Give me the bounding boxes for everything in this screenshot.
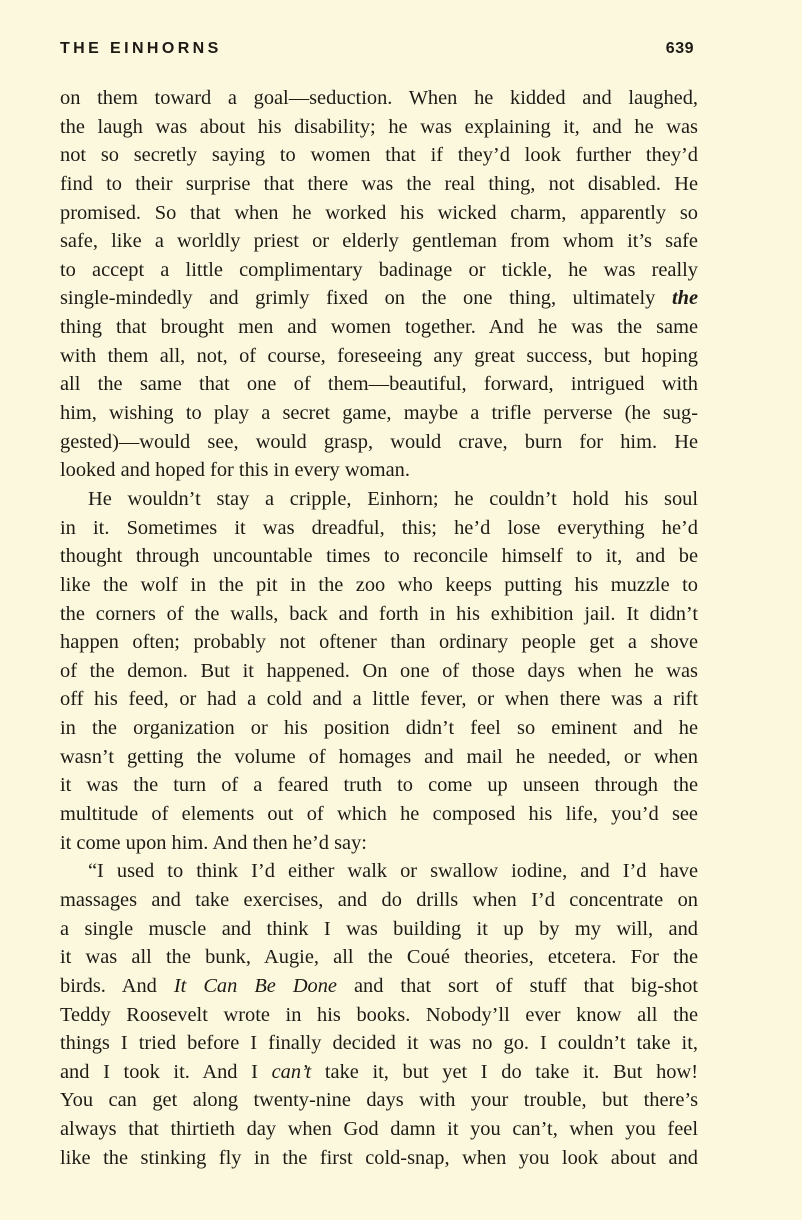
text-line: [60, 428, 698, 457]
page-number: 639: [665, 40, 694, 57]
text-line: [60, 256, 698, 285]
text-line: [60, 1144, 698, 1173]
line-text: it was the turn of a feared truth to come up unseen through the: [60, 774, 698, 797]
line-text: thing that brought men and women together. And he was the same: [60, 316, 698, 339]
line-text: on them toward a goal—seduction. When he kidded and laughed,: [60, 87, 698, 109]
text-line: [60, 514, 698, 543]
line-text: things I tried before I finally decided it was no go. I couldn’t take it,: [60, 1032, 698, 1055]
text-line: [60, 113, 698, 142]
text-line: [60, 685, 698, 714]
line-text: like the stinking fly in the first cold-snap, when you look about and: [60, 1146, 698, 1169]
line-text: it come upon him. And then he’d say:: [60, 831, 367, 854]
line-text: him, wishing to play a secret game, maybe a trifle perverse (he sug-: [60, 402, 698, 425]
line-text: in the organization or his position didn’t feel so eminent and he: [60, 717, 698, 740]
line-text: it was all the bunk, Augie, all the Coué theories, etcetera. For the: [60, 946, 698, 969]
line-text: with them all, not, of course, foreseeing any great success, but hoping: [60, 344, 698, 367]
text-line: [60, 313, 698, 342]
line-text: off his feed, or had a cold and a little fever, or when there was a rift: [60, 688, 698, 711]
line-text: all the same that one of them—beautiful, forward, intrigued with: [60, 373, 698, 396]
line-text: Teddy Roosevelt wrote in his books. Nobody’ll ever know all the: [60, 1003, 698, 1026]
line-text: happen often; probably not oftener than ordinary people get a shove: [60, 631, 698, 654]
text-line: [60, 456, 698, 485]
text-line: [60, 915, 698, 944]
line-text: single-mindedly and grimly fixed on the one thing, ultimately: [60, 287, 672, 310]
text-line: [60, 542, 698, 571]
text-line: [60, 571, 698, 600]
text-line: [60, 342, 698, 371]
line-text: of the demon. But it happened. On one of those days when he was: [60, 659, 698, 682]
line-text: like the wolf in the pit in the zoo who keeps putting his muzzle to: [60, 573, 698, 596]
text-line: [60, 227, 698, 256]
text-line: [60, 1029, 698, 1058]
paragraph: [60, 857, 698, 1172]
text-line: [60, 943, 698, 972]
line-text: looked and hoped for this in every woman.: [60, 459, 410, 482]
line-text: find to their surprise that there was the real thing, not disabled. He: [60, 172, 698, 195]
text-line: [60, 1001, 698, 1030]
text-line: [60, 657, 698, 686]
text-line: [60, 284, 698, 313]
text-line: [60, 141, 698, 170]
text-line: [60, 771, 698, 800]
text-line: [60, 743, 698, 772]
text-line: [60, 972, 698, 1001]
text-line: [60, 829, 698, 858]
text-line: [60, 399, 698, 428]
text-line: [60, 600, 698, 629]
italic-text: can’t: [271, 1060, 312, 1083]
line-text: promised. So that when he worked his wicked charm, apparently so: [60, 201, 698, 224]
text-line: [60, 1115, 698, 1144]
text-line: [60, 800, 698, 829]
text-line: [60, 370, 698, 399]
running-head: [60, 40, 694, 64]
line-text: wasn’t getting the volume of homages and mail he needed, or when: [60, 745, 698, 768]
line-text: not so secretly saying to women that if they’d look further they’d: [60, 144, 698, 167]
text-line: [60, 1058, 698, 1087]
line-text: safe, like a worldly priest or elderly gentleman from whom it’s safe: [60, 230, 698, 253]
line-text-after: and that sort of stuff that big-shot: [337, 974, 698, 997]
text-line: [60, 857, 698, 886]
text-line: [60, 84, 698, 113]
text-line: [60, 886, 698, 915]
italic-text: It Can Be Done: [173, 974, 337, 997]
line-text: always that thirtieth day when God damn it you can’t, when you feel: [60, 1118, 698, 1141]
italic-text: the: [671, 287, 698, 310]
text-line: [60, 628, 698, 657]
line-text: He wouldn’t stay a cripple, Einhorn; he couldn’t hold his soul: [88, 487, 698, 510]
text-line: [60, 199, 698, 228]
paragraph: [60, 485, 698, 857]
line-text: birds. And: [60, 974, 174, 997]
line-text: thought through uncountable times to reconcile himself to it, and be: [60, 545, 698, 568]
text-line: [60, 1086, 698, 1115]
text-line: [60, 170, 698, 199]
line-text: gested)—would see, would grasp, would crave, burn for him. He: [60, 430, 698, 453]
text-line: [60, 485, 698, 514]
line-text: the corners of the walls, back and forth in his exhibition jail. It didn’t: [60, 602, 698, 625]
line-text: a single muscle and think I was building it up by my will, and: [60, 917, 698, 940]
line-text: and I took it. And I: [60, 1060, 272, 1083]
line-text: to accept a little complimentary badinage or tickle, he was really: [60, 258, 698, 281]
line-text: multitude of elements out of which he composed his life, you’d see: [60, 803, 698, 826]
paragraph: [60, 84, 698, 485]
line-text-after: take it, but yet I do take it. But how!: [311, 1060, 698, 1083]
chapter-title: THE EINHORNS: [60, 40, 222, 57]
line-text: “I used to think I’d either walk or swallow iodine, and I’d have: [88, 860, 698, 883]
line-text: massages and take exercises, and do drills when I’d concentrate on: [60, 888, 698, 911]
line-text: the laugh was about his disability; he was explaining it, and he was: [60, 115, 698, 138]
body-text: [60, 84, 698, 1172]
text-line: [60, 714, 698, 743]
line-text: in it. Sometimes it was dreadful, this; he’d lose everything he’d: [60, 516, 698, 539]
line-text: You can get along twenty-nine days with your trouble, but there’s: [60, 1089, 698, 1112]
